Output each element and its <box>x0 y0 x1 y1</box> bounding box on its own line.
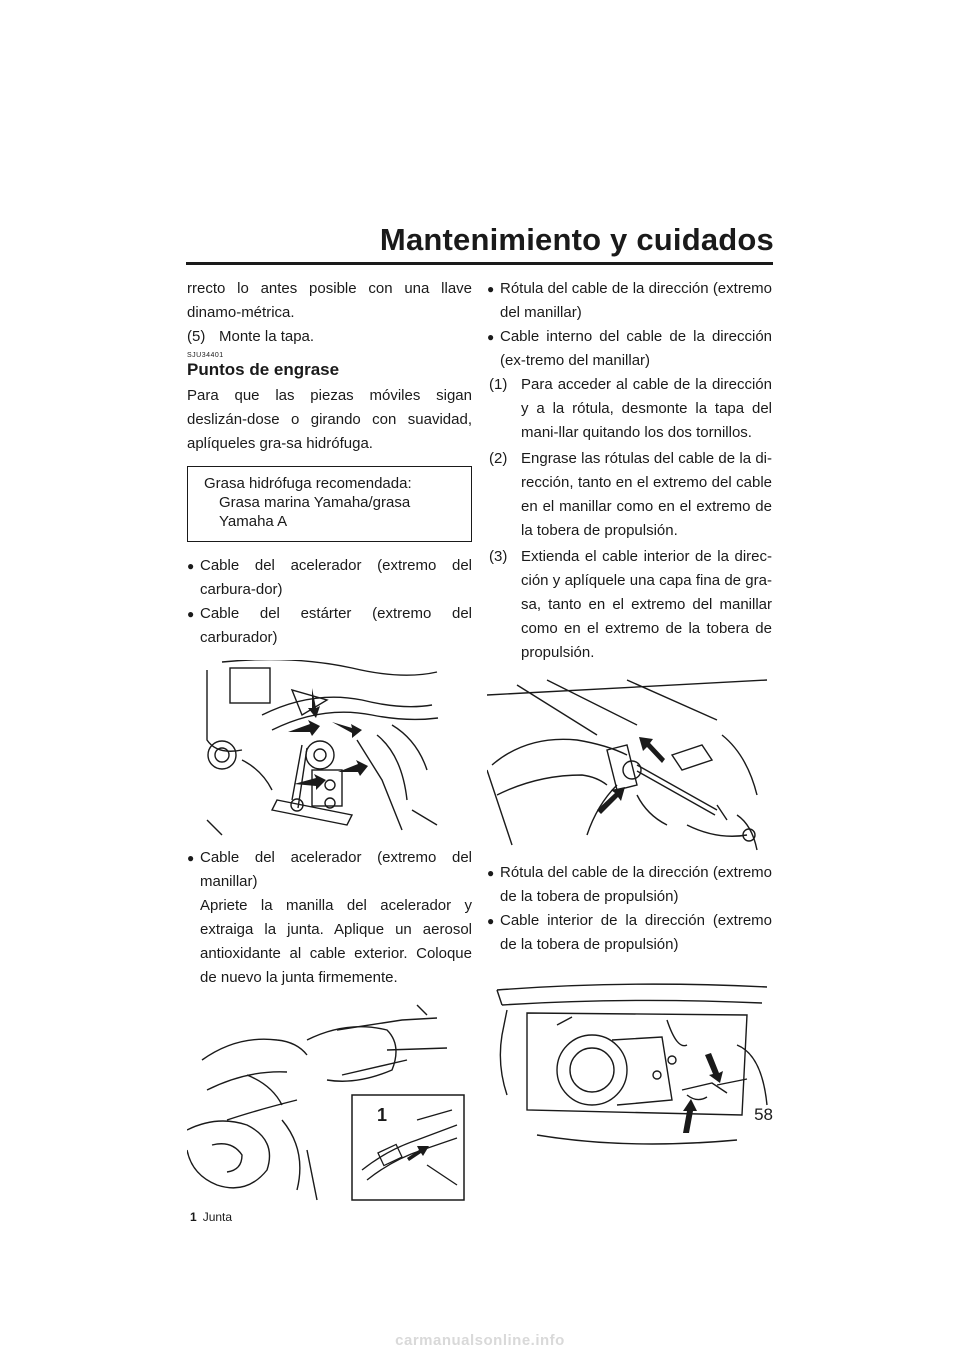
throttle-illustration <box>187 1000 472 1210</box>
list-item <box>487 325 772 373</box>
section-paragraph: Para que las piezas móviles sigan deslizán-dose o girando con suavidad, aplíqueles gra-sa hidrófuga. <box>187 387 472 452</box>
page-title: Mantenimiento y cuidados <box>379 222 774 257</box>
carburetor-illustration <box>202 660 442 838</box>
step-text: Engrase las rótulas del cable de la di-rección, tanto en el extremo del cable en el manillar como en el extremo de la tobera de propulsión. <box>521 450 772 539</box>
step-5 <box>187 325 472 349</box>
throttle-instructions: Apriete la manilla del acelerador y extraiga la junta. Aplique un aerosol antioxidante al cable exterior. Coloque de nuevo la junta firmemente. <box>200 897 472 986</box>
recommended-grease-box <box>187 466 472 542</box>
box-value: Grasa marina Yamaha/grasa Yamaha A <box>219 494 411 530</box>
list-item-text: Rótula del cable de la dirección (extremo de la tobera de propulsión) <box>500 864 772 905</box>
list-item-text: Cable del acelerador (extremo del carbura-dor) <box>200 557 472 598</box>
list-item <box>187 602 472 650</box>
step-text: Para acceder al cable de la dirección y a la rótula, desmonte la tapa del mani-llar quitando los dos tornillos. <box>521 376 772 441</box>
bullet-icon: ● <box>487 330 495 344</box>
left-column <box>187 277 472 1224</box>
bullet-icon: ● <box>187 559 195 573</box>
bullet-icon: ● <box>487 282 495 296</box>
box-label: Grasa hidrófuga recomendada: <box>204 475 412 492</box>
list-item <box>487 909 772 957</box>
step-number: (3) <box>489 548 508 565</box>
step-item <box>489 545 772 665</box>
step-item <box>489 447 772 543</box>
bullet-icon: ● <box>187 607 195 621</box>
list-item <box>487 277 772 325</box>
step-number: (1) <box>489 376 508 393</box>
steps-list <box>487 373 772 665</box>
jet-nozzle-illustration <box>487 975 772 1165</box>
list-item-text: Cable interno del cable de la dirección (ex-tremo del manillar) <box>500 328 772 369</box>
step-number: (5) <box>187 328 206 345</box>
step-number: (2) <box>489 450 508 467</box>
watermark: carmanualsonline.info <box>395 1332 565 1349</box>
list-item-text: Cable del acelerador (extremo del manillar) <box>200 849 472 890</box>
bullet-icon: ● <box>487 914 495 928</box>
list-item-text: Cable del estárter (extremo del carburador) <box>200 605 472 646</box>
page-number: 58 <box>754 1105 773 1124</box>
right-column <box>487 277 772 1173</box>
step-item <box>489 373 772 445</box>
bullet-icon: ● <box>487 866 495 880</box>
figure-callout: 1 <box>377 1105 388 1125</box>
figure-caption <box>190 1210 472 1224</box>
list-item-text: Rótula del cable de la dirección (extremo del manillar) <box>500 280 772 321</box>
section-heading: Puntos de engrase <box>187 360 340 379</box>
list-item-text: Cable interior de la dirección (extremo de la tobera de propulsión) <box>500 912 772 953</box>
step-text: Extienda el cable interior de la direc-ción y aplíquele una capa fina de gra-sa, tanto en el extremo del manillar como en el extremo de la tobera de propulsión. <box>521 548 772 661</box>
list-item <box>187 846 472 894</box>
list-item <box>487 861 772 909</box>
step-text: Monte la tapa. <box>219 328 315 345</box>
caption-number: 1 <box>190 1210 197 1224</box>
title-divider <box>186 262 773 265</box>
caption-label: Junta <box>202 1210 233 1224</box>
list-item <box>187 554 472 602</box>
intro-text: rrecto lo antes posible con una llave dinamo-métrica. <box>187 280 472 321</box>
section-code: SJU34401 <box>187 352 224 359</box>
throttle-figure <box>187 1000 472 1210</box>
steering-handlebar-illustration <box>487 675 772 853</box>
bullet-icon: ● <box>187 851 195 865</box>
